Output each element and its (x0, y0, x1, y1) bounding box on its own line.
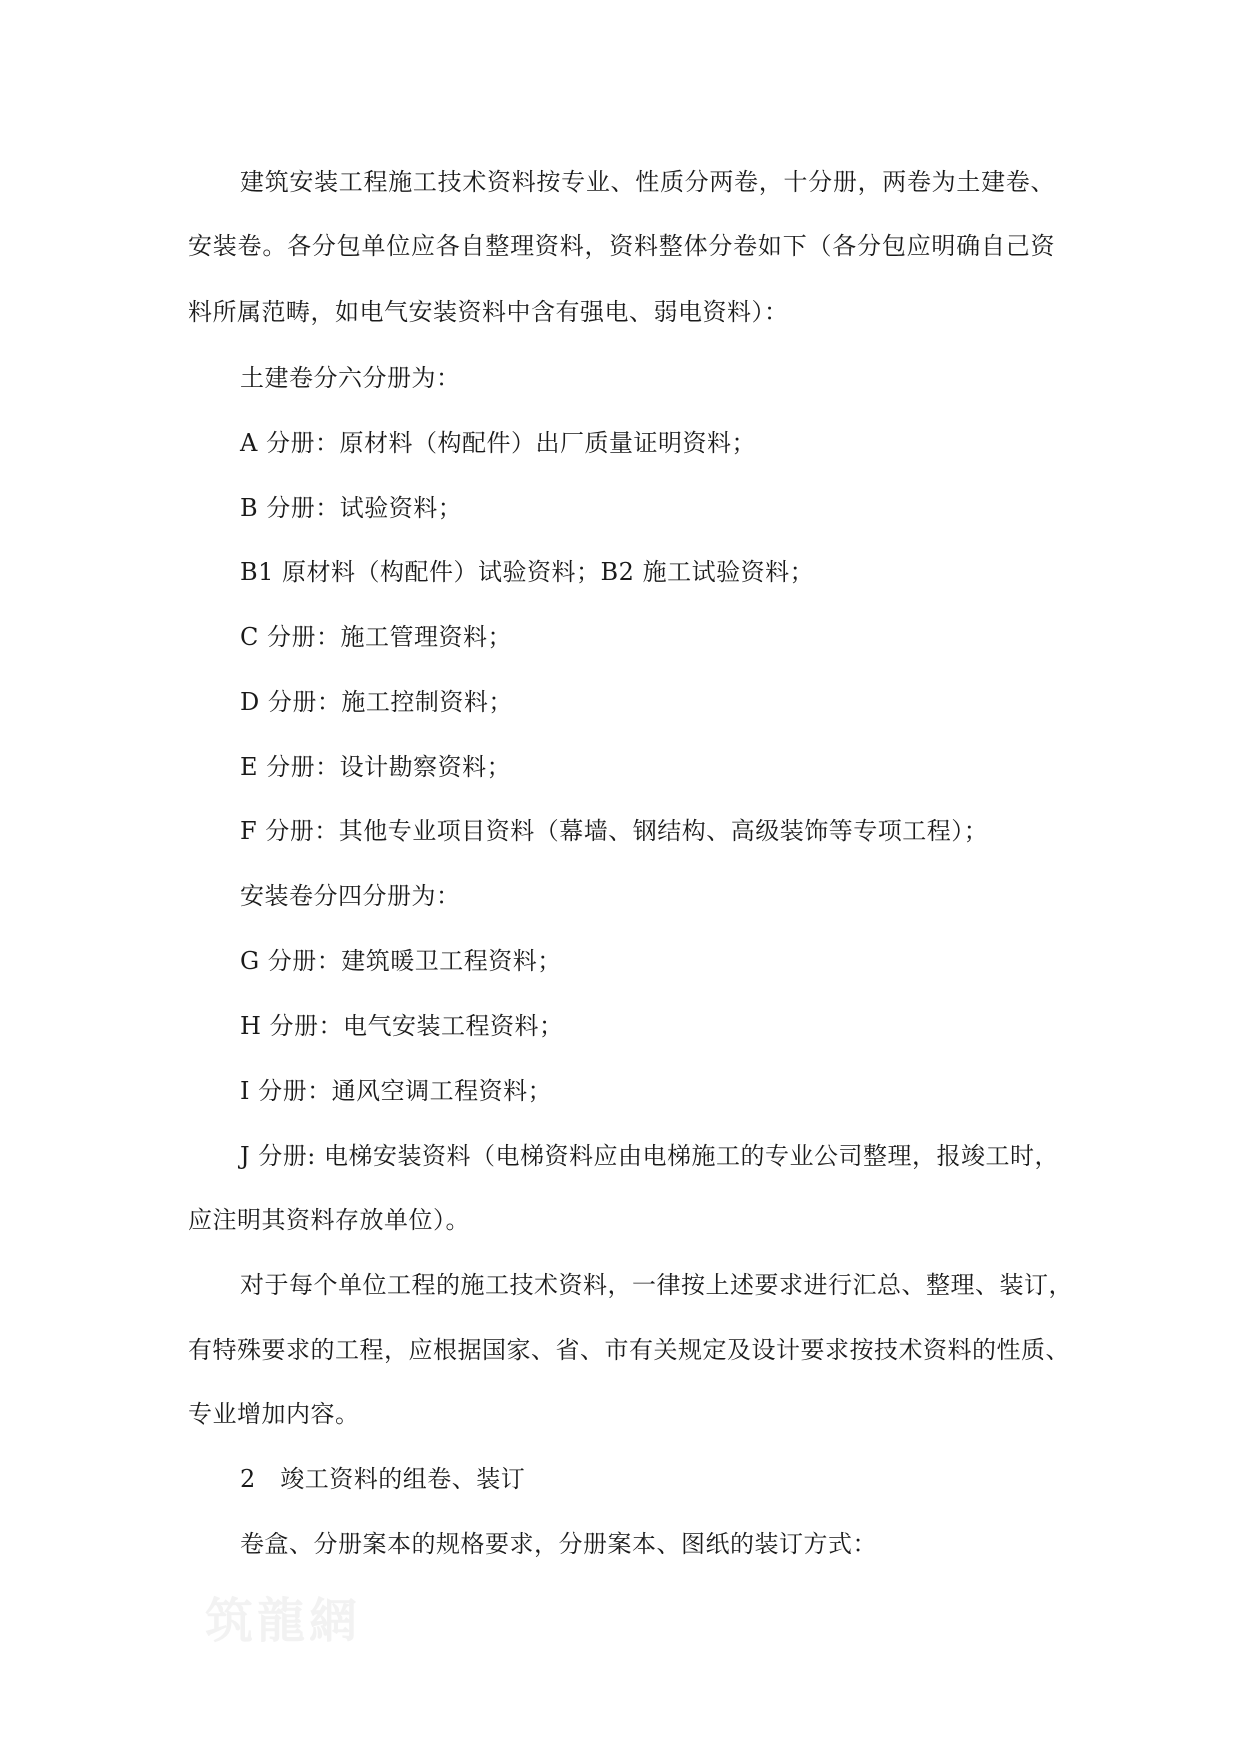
paragraph-line: 卷盒、分册案本的规格要求，分册案本、图纸的装订方式： (240, 1530, 877, 1558)
paragraph-line: 料所属范畴，如电气安装资料中含有强电、弱电资料）： (188, 298, 789, 326)
list-item: F 分册：其他专业项目资料（幕墙、钢结构、高级装饰等专项工程）； (240, 817, 989, 845)
paragraph-line: 专业增加内容。 (188, 1400, 360, 1428)
list-item: C 分册：施工管理资料； (240, 623, 512, 651)
list-item: D 分册：施工控制资料； (240, 688, 513, 716)
paragraph-line: 对于每个单位工程的施工技术资料，一律按上述要求进行汇总、整理、装订， (240, 1271, 1073, 1299)
list-item: E 分册：设计勘察资料； (240, 753, 512, 781)
section-heading: 2 竣工资料的组卷、装订 (240, 1465, 526, 1493)
list-item: H 分册：电气安装工程资料； (240, 1012, 564, 1040)
section-heading: 土建卷分六分册为： (240, 364, 461, 392)
paragraph-line: 应注明其资料存放单位）。 (188, 1206, 470, 1234)
section-heading: 安装卷分四分册为： (240, 882, 461, 910)
paragraph-line: 有特殊要求的工程，应根据国家、省、市有关规定及设计要求按技术资料的性质、 (188, 1336, 1070, 1364)
paragraph-line: 安装卷。各分包单位应各自整理资料，资料整体分卷如下（各分包应明确自己资 (188, 232, 1055, 260)
watermark: 筑龍網 (205, 1593, 362, 1649)
list-item: I 分册：通风空调工程资料； (240, 1077, 553, 1105)
paragraph-line: 建筑安装工程施工技术资料按专业、性质分两卷，十分册，两卷为土建卷、 (240, 168, 1055, 196)
list-item: J 分册: 电梯安装资料（电梯资料应由电梯施工的专业公司整理，报竣工时， (240, 1142, 1059, 1170)
list-item: A 分册：原材料（构配件）出厂质量证明资料； (240, 429, 756, 457)
list-item: B 分册：试验资料； (240, 494, 463, 522)
list-item: G 分册：建筑暖卫工程资料； (240, 947, 562, 975)
list-item: B1 原材料（构配件）试验资料；B2 施工试验资料； (240, 558, 815, 586)
